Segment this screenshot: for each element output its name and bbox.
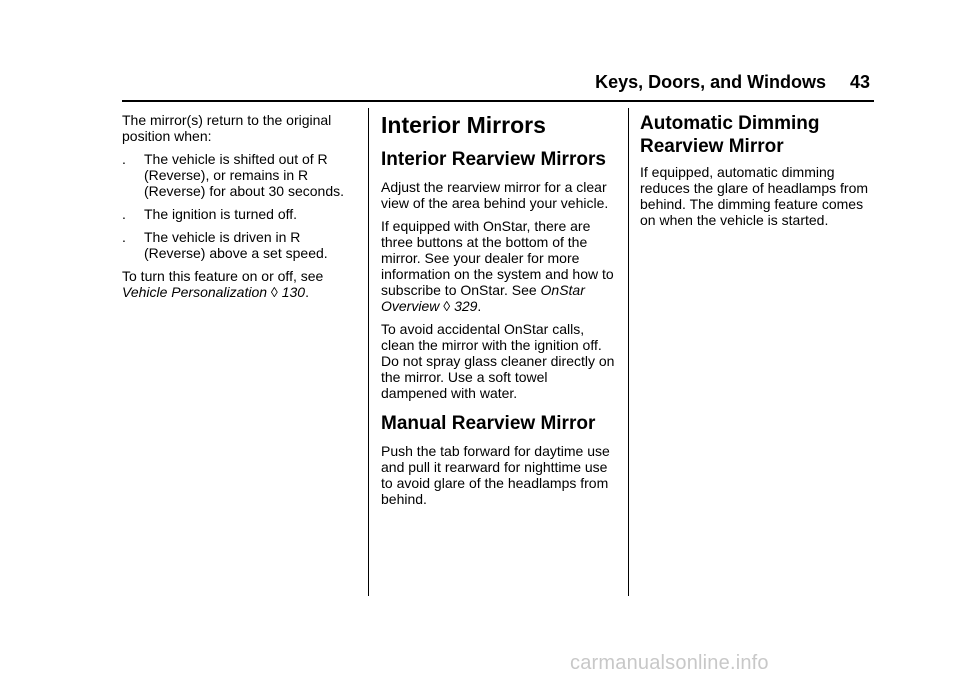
mirror-return-intro: The mirror(s) return to the original position when: [122,112,332,144]
column-right [640,112,874,235]
adjust-mirror-paragraph: Adjust the rearview mirror for a clear view of the area behind your vehicle. [381,179,609,211]
manual-rearview-heading: Manual Rearview Mirror [381,413,596,434]
ref-page: 329 [454,298,478,314]
page-ref-icon: ◊ [270,284,278,300]
avoid-calls-paragraph: To avoid accidental OnStar calls, clean the mirror with the ignition off. Do not spray glass cleaner directly on the mirror. Use a soft towel dampened with water. [381,321,615,401]
ref-title: Vehicle Personalization [122,284,268,300]
vehicle-personalization-link[interactable] [122,284,305,300]
onstar-paragraph: If equipped with OnStar, there are three buttons at the bottom of the mirror. See your dealer for more information on the system and how to subscribe to OnStar. See OnStar Overview ◊ 329. [381,218,614,314]
ref-title: OnStar Overview [381,282,585,314]
automatic-dimming-paragraph: If equipped, automatic dimming reduces the glare of headlamps from behind. The dimming feature comes on when the vehicle is started. [640,164,869,228]
page-ref-icon: ◊ [443,298,451,314]
header-rule [122,100,874,102]
interior-rearview-heading: Interior Rearview Mirrors [381,149,606,170]
bullet-item [122,206,352,222]
column-middle [381,112,617,514]
toggle-feature-text: To turn this feature on or off, see [122,268,324,284]
page-header [530,72,870,93]
toggle-feature-paragraph: To turn this feature on or off, see Vehicle Personalization ◊ 130. [122,268,324,300]
ref-page: 130 [281,284,306,300]
bullet-text: The ignition is turned off. [144,206,298,222]
bullet-text: The vehicle is shifted out of R (Reverse), or remains in R (Reverse) for about 30 seconds. [144,151,344,199]
bullet-mark: . [122,229,126,245]
watermark: carmanualsonline.info [570,652,769,674]
section-title: Keys, Doors, and Windows [595,72,826,92]
interior-mirrors-heading: Interior Mirrors [381,112,546,138]
onstar-text: If equipped with OnStar, there are three buttons at the bottom of the mirror. See your dealer for more information on the system and how to subscribe to OnStar. See [381,218,614,298]
bullet-item [122,151,352,199]
page-number: 43 [849,72,870,92]
bullet-text: The vehicle is driven in R (Reverse) above a set speed. [144,229,328,261]
column-divider [368,108,369,596]
column-left [122,112,352,307]
bullet-mark: . [122,151,126,167]
bullet-mark: . [122,206,126,222]
manual-mirror-paragraph: Push the tab forward for daytime use and pull it rearward for nighttime use to avoid glare of the headlamps from behind. [381,443,610,507]
automatic-dimming-heading: Automatic Dimming Rearview Mirror [640,113,820,157]
bullet-item [122,229,352,261]
column-divider [628,108,629,596]
